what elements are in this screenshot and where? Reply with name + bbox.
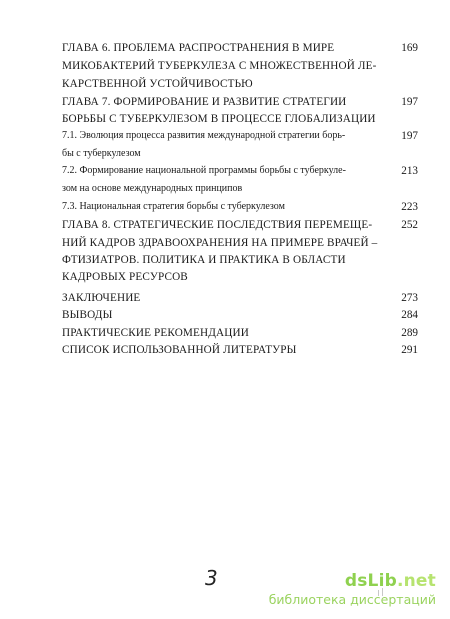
toc-entry-line: 7.1. Эволюция процесса развития международной стратегии борь- — [62, 130, 346, 141]
toc-entry-line: ГЛАВА 7. ФОРМИРОВАНИЕ И РАЗВИТИЕ СТРАТЕГИИ — [62, 96, 347, 108]
toc-entry-line: зом на основе международных принципов — [62, 183, 243, 194]
toc-page-number: 289 — [401, 327, 418, 339]
toc-entry-line: ГЛАВА 8. СТРАТЕГИЧЕСКИЕ ПОСЛЕДСТВИЯ ПЕРЕМЕЩЕ- — [62, 219, 373, 231]
toc-page-number: 223 — [401, 201, 418, 213]
handwritten-page-number: 3 — [205, 566, 218, 590]
toc-entry-line: ГЛАВА 6. ПРОБЛЕМА РАСПРОСТРАНЕНИЯ В МИРЕ — [62, 42, 335, 54]
toc-entry-line: бы с туберкулезом — [62, 148, 141, 159]
watermark-subtitle: библиотека диссертаций — [268, 592, 436, 607]
toc-entry-line: БОРЬБЫ С ТУБЕРКУЛЕЗОМ В ПРОЦЕССЕ ГЛОБАЛИЗАЦИИ — [62, 113, 376, 125]
toc-entry-line: ВЫВОДЫ — [62, 309, 113, 321]
toc-page-number: 273 — [401, 292, 418, 304]
toc-page-number: 213 — [401, 165, 418, 177]
toc-page-number: 197 — [401, 130, 418, 142]
toc-page-number: 169 — [401, 42, 418, 54]
toc-page-number: 284 — [401, 309, 418, 321]
toc-entry-line: ЗАКЛЮЧЕНИЕ — [62, 292, 141, 304]
watermark-logo — [269, 571, 436, 591]
toc-entry-line: КАДРОВЫХ РЕСУРСОВ — [62, 271, 188, 283]
toc-entry-line: 7.3. Национальная стратегия борьбы с туберкулезом — [62, 201, 285, 212]
toc-entry-line: ПРАКТИЧЕСКИЕ РЕКОМЕНДАЦИИ — [62, 327, 249, 339]
watermark-logo-text: dsLib — [344, 571, 397, 591]
toc-entry-line: ФТИЗИАТРОВ. ПОЛИТИКА И ПРАКТИКА В ОБЛАСТИ — [62, 254, 346, 266]
toc-entry-line: МИКОБАКТЕРИЙ ТУБЕРКУЛЕЗА С МНОЖЕСТВЕННОЙ ЛЕ- — [62, 60, 377, 72]
watermark-logo-suffix: .net — [396, 571, 436, 591]
toc-entry-line: СПИСОК ИСПОЛЬЗОВАННОЙ ЛИТЕРАТУРЫ — [62, 344, 297, 356]
toc-entry-line: 7.2. Формирование национальной программы борьбы с туберкуле- — [62, 165, 346, 176]
toc-entry-line: КАРСТВЕННОЙ УСТОЙЧИВОСТЬЮ — [62, 78, 253, 90]
toc-entry-line: НИЙ КАДРОВ ЗДРАВООХРАНЕНИЯ НА ПРИМЕРЕ ВРАЧЕЙ – — [62, 237, 378, 249]
toc-page-number: 197 — [401, 96, 418, 108]
watermark — [269, 571, 436, 607]
toc-page-number: 291 — [401, 344, 418, 356]
toc-page-number: 252 — [401, 219, 418, 231]
